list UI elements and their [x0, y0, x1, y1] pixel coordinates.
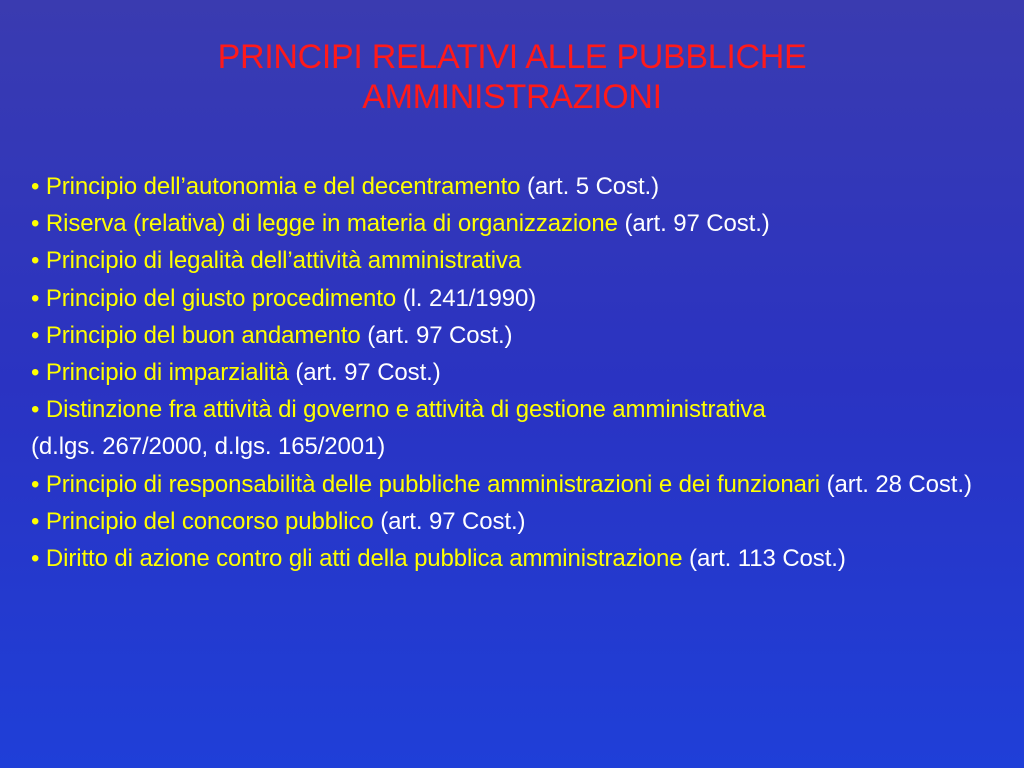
bullet-dot: • — [31, 321, 46, 349]
bullet-reference: (art. 28 Cost.) — [826, 470, 972, 498]
bullet-list — [31, 168, 1021, 577]
bullet-reference: (l. 241/1990) — [402, 284, 537, 312]
bullet-item — [31, 391, 1021, 465]
bullet-principle: Principio dell’autonomia e del decentramento — [45, 173, 521, 200]
bullet-dot: • — [31, 247, 46, 275]
bullet-item — [31, 280, 1021, 317]
slide-title — [0, 37, 1024, 117]
bullet-principle: Principio di imparzialità — [45, 359, 289, 387]
bullet-item — [31, 466, 1021, 503]
bullet-item — [31, 503, 1021, 540]
bullet-principle: Principio del buon andamento — [45, 321, 361, 349]
bullet-reference: (art. 5 Cost.) — [527, 173, 659, 200]
bullet-item — [31, 317, 1021, 354]
bullet-reference: (art. 97 Cost.) — [380, 507, 526, 535]
bullet-item — [31, 205, 1021, 242]
bullet-principle: Principio del concorso pubblico — [45, 507, 374, 535]
bullet-dot: • — [31, 545, 46, 573]
bullet-dot: • — [31, 284, 46, 312]
bullet-principle: Distinzione fra attività di governo e attività di gestione amministrativa — [45, 396, 766, 424]
slide-title-line-2: AMMINISTRAZIONI — [362, 78, 662, 116]
bullet-reference: (art. 97 Cost.) — [295, 359, 441, 387]
bullet-principle: Diritto di azione contro gli atti della pubblica amministrazione — [45, 545, 683, 573]
bullet-dot: • — [31, 210, 46, 238]
bullet-dot: • — [31, 470, 46, 498]
bullet-reference: (art. 97 Cost.) — [367, 321, 513, 349]
bullet-reference: (d.lgs. 267/2000, d.lgs. 165/2001) — [31, 433, 386, 461]
slide-title-line-1: PRINCIPI RELATIVI ALLE PUBBLICHE — [217, 38, 807, 76]
bullet-principle: Principio di legalità dell’attività amministrativa — [45, 247, 522, 275]
bullet-dot: • — [31, 359, 46, 387]
bullet-dot: • — [31, 173, 46, 200]
bullet-item — [31, 540, 1021, 577]
bullet-dot: • — [31, 396, 46, 424]
bullet-principle: Principio del giusto procedimento — [45, 284, 397, 312]
bullet-principle: Riserva (relativa) di legge in materia di organizzazione — [45, 210, 618, 238]
bullet-item — [31, 242, 1021, 279]
bullet-dot: • — [31, 507, 46, 535]
bullet-item — [31, 168, 1021, 205]
bullet-reference: (art. 113 Cost.) — [689, 545, 846, 573]
bullet-item — [31, 354, 1021, 391]
bullet-principle: Principio di responsabilità delle pubbliche amministrazioni e dei funzionari — [45, 470, 821, 498]
bullet-reference: (art. 97 Cost.) — [624, 210, 770, 238]
